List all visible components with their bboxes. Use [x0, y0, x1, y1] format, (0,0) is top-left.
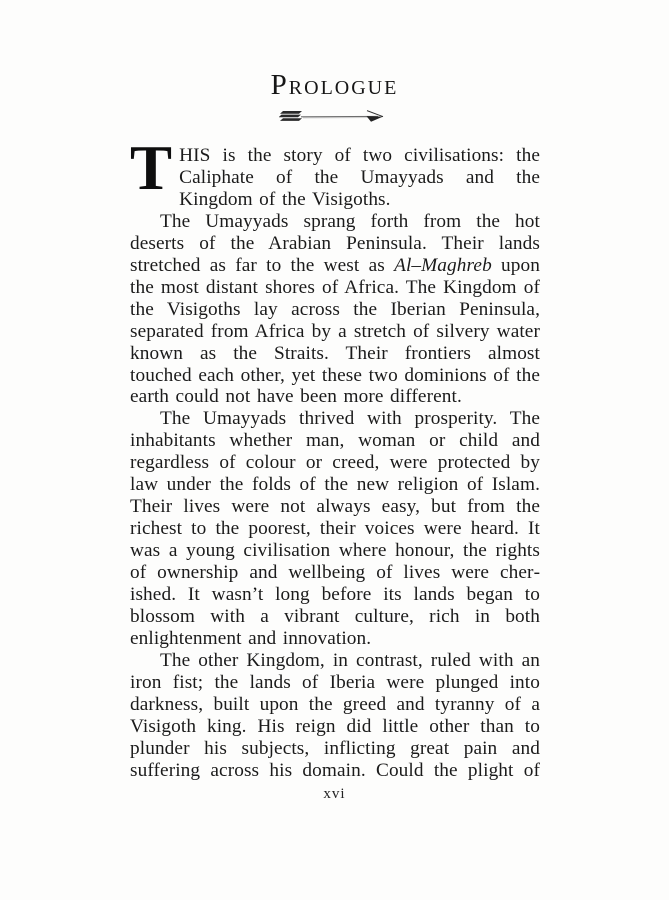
italic-term: Al–Maghreb — [394, 254, 492, 276]
text-segment: is the story of two civilisations: the Caliphate of the Umayyads and the Kingdom of the Visigoths. — [179, 145, 540, 210]
text-segment: The other Kingdom, in contrast, ruled with an iron fist; the lands of Iberia were plunged into darkness, built upon the greed and tyranny of a Visigoth king. His reign did little other than to plunder his subjects, inflicting great pain and suffering across his domain. Could the plight of — [130, 649, 540, 781]
arrow-ornament — [0, 108, 669, 126]
page-number: xvi — [323, 786, 346, 802]
text-segment: The Umayyads sprang forth from the hot deserts of the Arabian Peninsula. Their lands stretched as far to the west as — [130, 210, 540, 276]
text-segment: The Umayyads thrived with prosperity. The inhabitants whether man, woman or child and regardless of colour or creed, were protected by law under the folds of the new religion of Islam. Their lives were not always easy, but from the richest to the poorest, their voices were heard. It was a young civilisation where honour, the rights of ownership and wellbeing of lives were cherished. It wasn’t long before its lands began to blossom with a vibrant culture, rich in both enlightenment and innovation. — [130, 408, 540, 649]
paragraph — [130, 408, 540, 649]
dropcap-letter: T — [130, 133, 173, 203]
text-segment: upon the most distant shores of Africa. The Kingdom of the Visigoths lay across the Iberian Peninsula, separated from Africa by a stretch of silvery water known as the Straits. Their frontiers almost touched each other, yet these two dominions of the earth could not have been more different. — [130, 254, 540, 408]
paragraph — [130, 211, 540, 409]
text-block — [130, 133, 540, 782]
arrow-divider-icon — [279, 108, 391, 126]
lead-caps: HIS — [179, 145, 211, 166]
paragraph — [130, 650, 540, 782]
chapter-title: Prologue — [270, 69, 399, 101]
paragraph — [130, 133, 540, 211]
